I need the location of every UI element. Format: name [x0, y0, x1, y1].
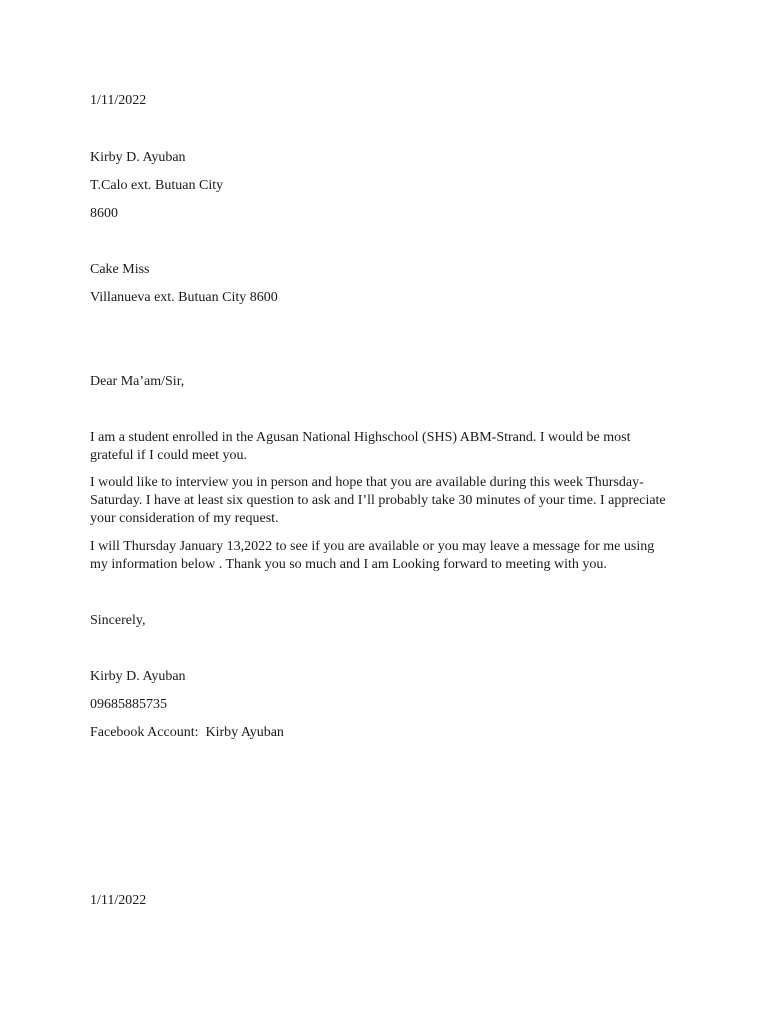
body-paragraph-3: I will Thursday January 13,2022 to see if you are available or you may leave a message for me using my information below . Thank you so much and I am Looking forward to meeting with you.: [90, 539, 655, 572]
salutation: Dear Ma’am/Sir,: [90, 374, 185, 389]
signature-phone: 09685885735: [90, 697, 167, 712]
letter-date: 1/11/2022: [90, 93, 147, 108]
sender-address: T.Calo ext. Butuan City: [90, 178, 224, 193]
sender-name: Kirby D. Ayuban: [90, 150, 186, 165]
recipient-name: Cake Miss: [90, 262, 150, 277]
sender-zip: 8600: [90, 206, 118, 221]
closing: Sincerely,: [90, 613, 146, 628]
signature-name: Kirby D. Ayuban: [90, 669, 186, 684]
body-paragraph-2: I would like to interview you in person and hope that you are available during this week Thursday- Saturday. I have at least six question to ask and I’ll probably take 30 minutes of your time. I appreciate your consideration of my request.: [90, 475, 666, 526]
next-page-date: 1/11/2022: [90, 893, 147, 908]
signature-facebook: Facebook Account: Kirby Ayuban: [90, 725, 284, 740]
recipient-address: Villanueva ext. Butuan City 8600: [90, 290, 278, 305]
body-paragraph-1: I am a student enrolled in the Agusan National Highschool (SHS) ABM-Strand. I would be most grateful if I could meet you.: [90, 430, 631, 463]
